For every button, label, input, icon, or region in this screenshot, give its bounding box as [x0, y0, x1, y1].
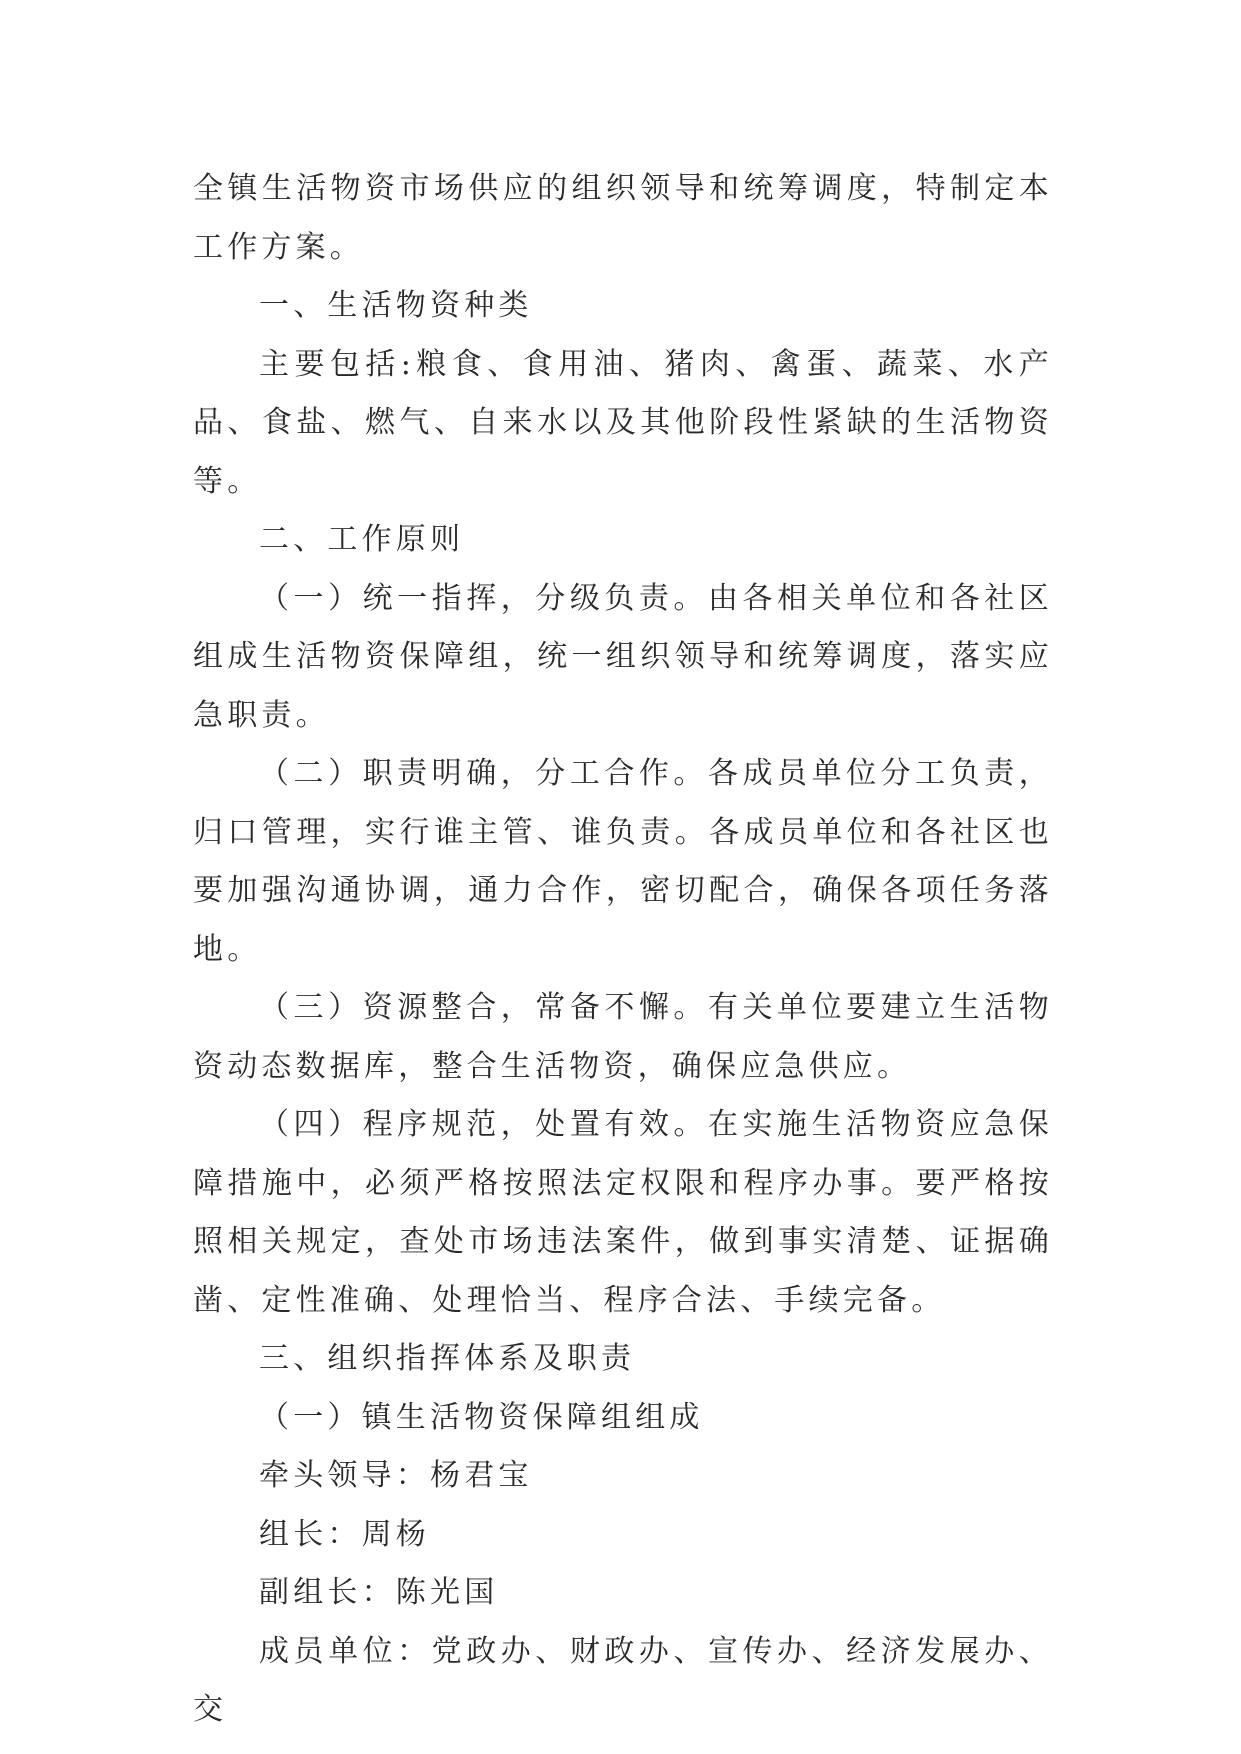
paragraph-principle-4: （四）程序规范，处置有效。在实施生活物资应急保障措施中，必须严格按照法定权限和程序办事。要严格按照相关规定，查处市场违法案件，做到事实清楚、证据确凿、定性准确、处理恰当、程序合法、手续完备。 — [193, 1107, 1053, 1318]
heading-work-principles: 二、工作原则 — [259, 522, 465, 557]
heading-organization: 三、组织指挥体系及职责 — [259, 1341, 636, 1376]
document-body — [193, 160, 1053, 1740]
line-group-leader: 组长：周杨 — [259, 1516, 430, 1552]
line-lead-leader: 牵头领导：杨君宝 — [259, 1458, 533, 1493]
paragraph-material-list: 主要包括:粮食、食用油、猪肉、禽蛋、蔬菜、水产品、食盐、燃气、自来水以及其他阶段性紧缺的生活物资等。 — [193, 346, 1053, 499]
heading-material-types: 一、生活物资种类 — [259, 288, 533, 323]
paragraph-principle-2: （二）职责明确，分工合作。各成员单位分工负责，归口管理，实行谁主管、谁负责。各成员单位和各社区也要加强沟通协调，通力合作，密切配合，确保各项任务落地。 — [193, 756, 1053, 967]
paragraph-principle-1: （一）统一指挥，分级负责。由各相关单位和各社区组成生活物资保障组，统一组织领导和统筹调度，落实应急职责。 — [193, 580, 1053, 733]
paragraph-principle-3: （三）资源整合，常备不懈。有关单位要建立生活物资动态数据库，整合生活物资，确保应急供应。 — [193, 990, 1053, 1084]
subheading-group-composition: （一）镇生活物资保障组组成 — [259, 1399, 704, 1435]
line-deputy-leader: 副组长：陈光国 — [259, 1575, 499, 1610]
paragraph-intro-continuation: 全镇生活物资市场供应的组织领导和统筹调度，特制定本工作方案。 — [193, 171, 1053, 265]
line-member-units: 成员单位：党政办、财政办、宣传办、经济发展办、交 — [193, 1633, 1053, 1727]
